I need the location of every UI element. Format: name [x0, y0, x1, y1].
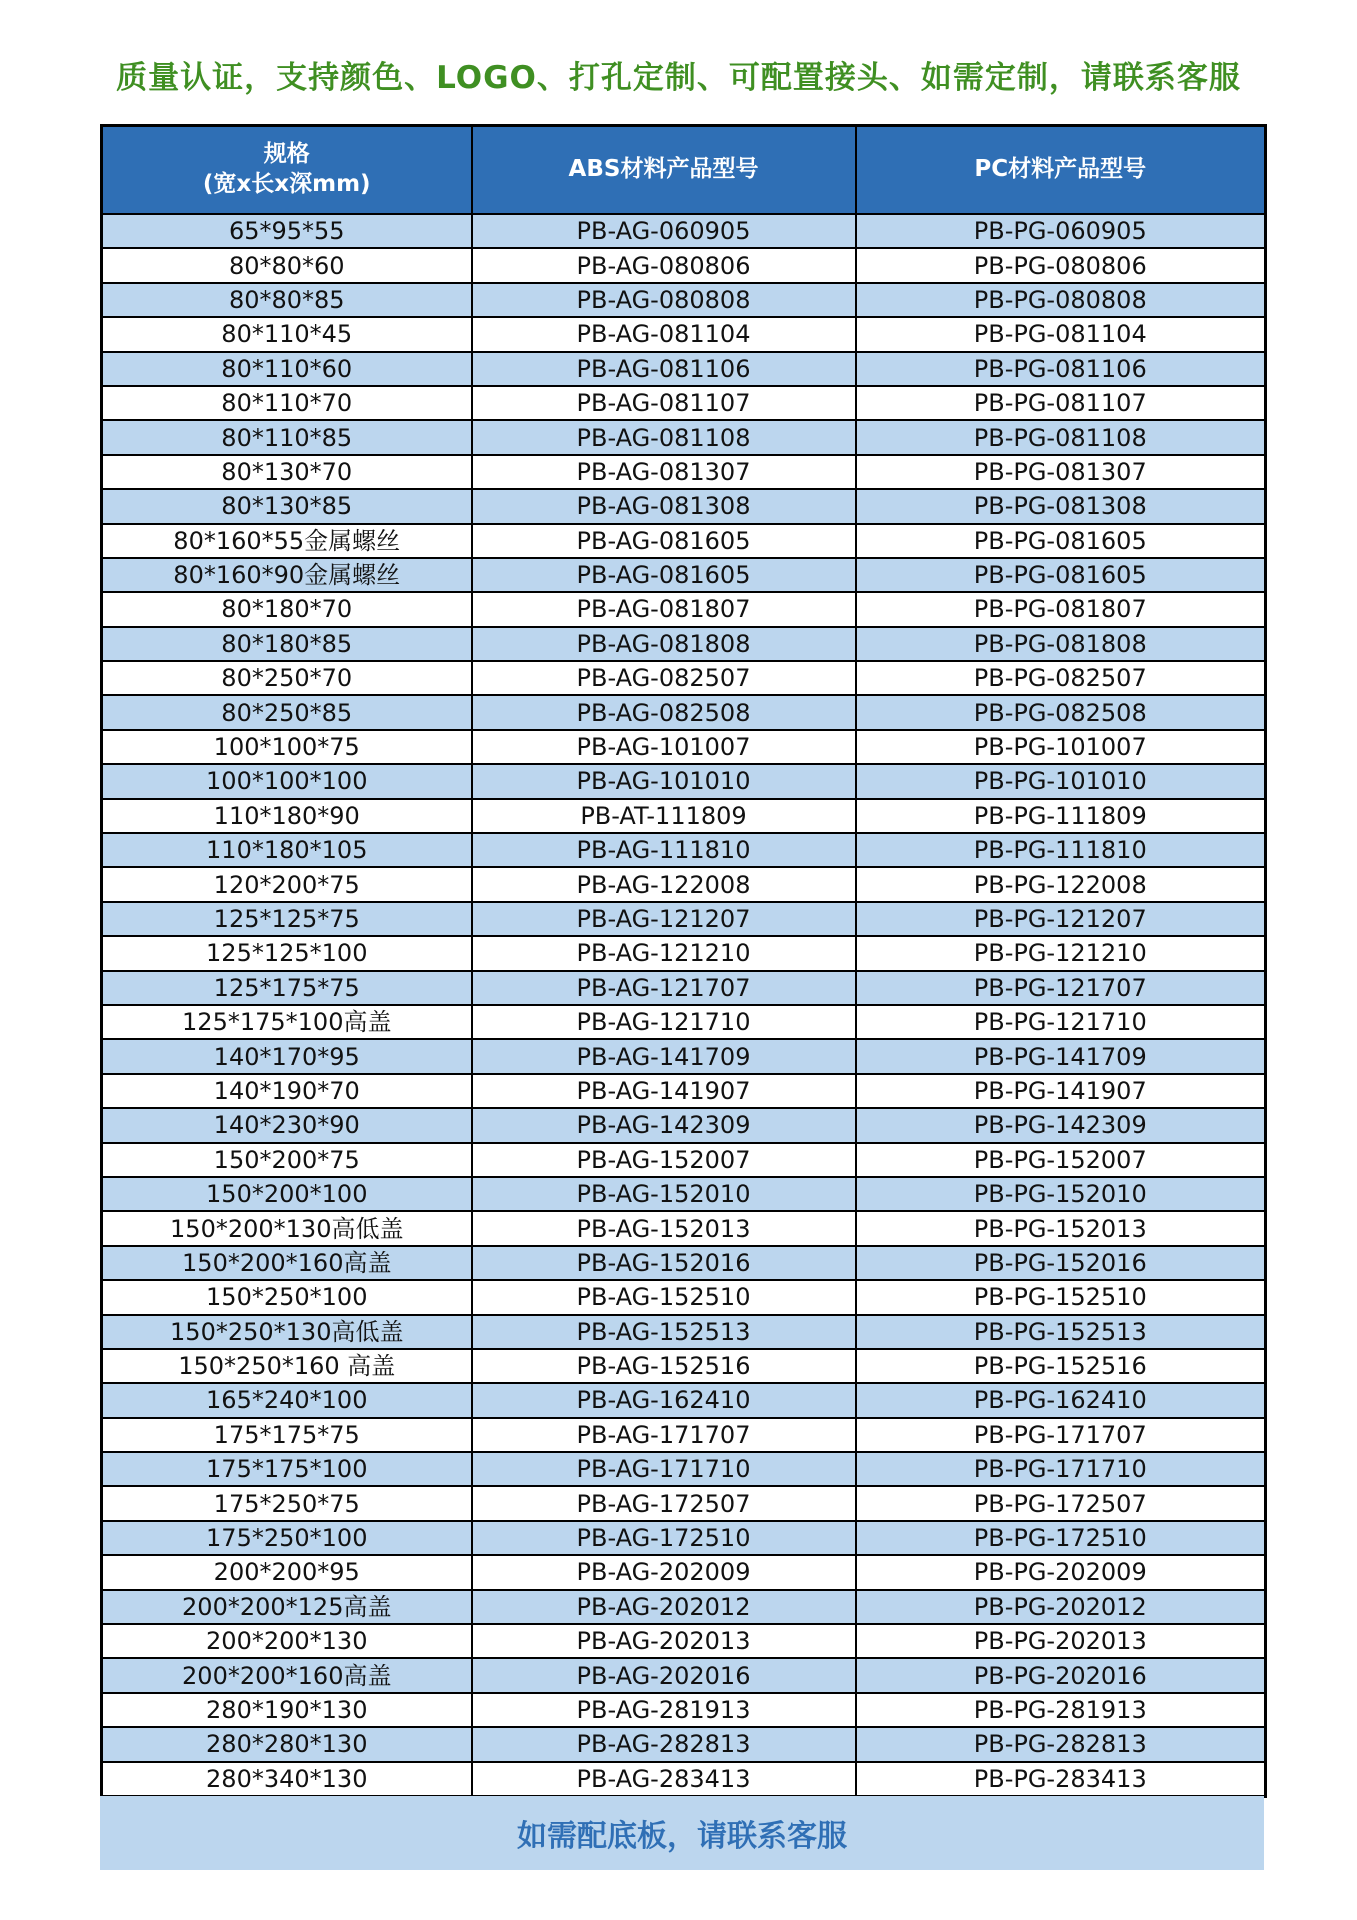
table-row [102, 1039, 1266, 1073]
cell-spec: 140*170*95 [102, 1039, 472, 1073]
cell-spec: 175*175*100 [102, 1452, 472, 1486]
cell-spec: 280*280*130 [102, 1727, 472, 1761]
cell-pc-model: PB-PG-152516 [856, 1349, 1266, 1383]
cell-abs-model: PB-AG-152016 [472, 1246, 856, 1280]
cell-abs-model: PB-AG-172507 [472, 1486, 856, 1520]
cell-spec: 80*110*45 [102, 317, 472, 351]
table-row [102, 1555, 1266, 1589]
table-row [102, 1005, 1266, 1039]
cell-pc-model: PB-PG-111810 [856, 833, 1266, 867]
table-row [102, 524, 1266, 558]
cell-spec: 80*180*85 [102, 627, 472, 661]
cell-pc-model: PB-PG-171710 [856, 1452, 1266, 1486]
header-spec-line1: 规格 [263, 141, 310, 168]
table-row [102, 1521, 1266, 1555]
table-body [102, 214, 1266, 1796]
cell-abs-model: PB-AG-121207 [472, 902, 856, 936]
header-abs: ABS材料产品型号 [472, 126, 856, 215]
cell-abs-model: PB-AG-152516 [472, 1349, 856, 1383]
cell-pc-model: PB-PG-152013 [856, 1211, 1266, 1245]
header-spec [102, 126, 472, 215]
cell-spec: 80*80*85 [102, 283, 472, 317]
table-row [102, 1452, 1266, 1486]
cell-spec: 150*250*130高低盖 [102, 1315, 472, 1349]
cell-abs-model: PB-AG-152013 [472, 1211, 856, 1245]
cell-spec: 150*200*100 [102, 1177, 472, 1211]
table-row [102, 1074, 1266, 1108]
cell-abs-model: PB-AG-202009 [472, 1555, 856, 1589]
cell-abs-model: PB-AG-141907 [472, 1074, 856, 1108]
cell-pc-model: PB-PG-121210 [856, 936, 1266, 970]
cell-abs-model: PB-AG-141709 [472, 1039, 856, 1073]
cell-pc-model: PB-PG-152510 [856, 1280, 1266, 1314]
cell-spec: 175*250*75 [102, 1486, 472, 1520]
cell-pc-model: PB-PG-281913 [856, 1693, 1266, 1727]
cell-spec: 100*100*75 [102, 730, 472, 764]
cell-abs-model: PB-AG-283413 [472, 1762, 856, 1797]
cell-abs-model: PB-AG-101007 [472, 730, 856, 764]
cell-pc-model: PB-PG-172507 [856, 1486, 1266, 1520]
cell-pc-model: PB-PG-172510 [856, 1521, 1266, 1555]
cell-spec: 110*180*105 [102, 833, 472, 867]
cell-pc-model: PB-PG-101010 [856, 764, 1266, 798]
cell-pc-model: PB-PG-122008 [856, 867, 1266, 901]
cell-spec: 80*110*85 [102, 420, 472, 454]
cell-pc-model: PB-PG-081107 [856, 386, 1266, 420]
cell-spec: 100*100*100 [102, 764, 472, 798]
cell-spec: 125*175*75 [102, 971, 472, 1005]
cell-abs-model: PB-AG-202013 [472, 1624, 856, 1658]
cell-pc-model: PB-PG-081808 [856, 627, 1266, 661]
cell-pc-model: PB-PG-081807 [856, 592, 1266, 626]
cell-abs-model: PB-AG-202012 [472, 1590, 856, 1624]
cell-spec: 200*200*125高盖 [102, 1590, 472, 1624]
cell-spec: 80*160*55金属螺丝 [102, 524, 472, 558]
cell-spec: 165*240*100 [102, 1383, 472, 1417]
cell-spec: 150*250*160 高盖 [102, 1349, 472, 1383]
cell-pc-model: PB-PG-141709 [856, 1039, 1266, 1073]
cell-abs-model: PB-AG-171710 [472, 1452, 856, 1486]
cell-pc-model: PB-PG-111809 [856, 799, 1266, 833]
table-row [102, 1727, 1266, 1761]
cell-abs-model: PB-AG-121210 [472, 936, 856, 970]
table-row [102, 558, 1266, 592]
cell-pc-model: PB-PG-101007 [856, 730, 1266, 764]
cell-pc-model: PB-PG-202016 [856, 1658, 1266, 1692]
cell-pc-model: PB-PG-081108 [856, 420, 1266, 454]
cell-abs-model: PB-AG-152010 [472, 1177, 856, 1211]
cell-spec: 150*200*130高低盖 [102, 1211, 472, 1245]
table-row [102, 1280, 1266, 1314]
cell-spec: 125*175*100高盖 [102, 1005, 472, 1039]
cell-spec: 125*125*75 [102, 902, 472, 936]
cell-pc-model: PB-PG-282813 [856, 1727, 1266, 1761]
cell-abs-model: PB-AG-081807 [472, 592, 856, 626]
header-pc: PC材料产品型号 [856, 126, 1266, 215]
cell-spec: 280*190*130 [102, 1693, 472, 1727]
table-row [102, 283, 1266, 317]
cell-pc-model: PB-PG-121707 [856, 971, 1266, 1005]
cell-abs-model: PB-AT-111809 [472, 799, 856, 833]
cell-abs-model: PB-AG-081104 [472, 317, 856, 351]
table-row [102, 730, 1266, 764]
cell-pc-model: PB-PG-162410 [856, 1383, 1266, 1417]
cell-pc-model: PB-PG-152010 [856, 1177, 1266, 1211]
cell-pc-model: PB-PG-080808 [856, 283, 1266, 317]
cell-spec: 175*250*100 [102, 1521, 472, 1555]
cell-spec: 120*200*75 [102, 867, 472, 901]
cell-abs-model: PB-AG-162410 [472, 1383, 856, 1417]
table-row [102, 489, 1266, 523]
cell-pc-model: PB-PG-081104 [856, 317, 1266, 351]
cell-spec: 200*200*160高盖 [102, 1658, 472, 1692]
cell-spec: 140*230*90 [102, 1108, 472, 1142]
table-row [102, 455, 1266, 489]
cell-spec: 110*180*90 [102, 799, 472, 833]
cell-abs-model: PB-AG-171707 [472, 1418, 856, 1452]
cell-abs-model: PB-AG-142309 [472, 1108, 856, 1142]
cell-spec: 280*340*130 [102, 1762, 472, 1797]
cell-abs-model: PB-AG-081307 [472, 455, 856, 489]
cell-pc-model: PB-PG-141907 [856, 1074, 1266, 1108]
cell-pc-model: PB-PG-082508 [856, 695, 1266, 729]
table-header-row [102, 126, 1266, 215]
table-row [102, 1211, 1266, 1245]
cell-abs-model: PB-AG-202016 [472, 1658, 856, 1692]
cell-spec: 80*250*70 [102, 661, 472, 695]
cell-spec: 200*200*95 [102, 1555, 472, 1589]
table-row [102, 867, 1266, 901]
table-row [102, 1246, 1266, 1280]
cell-spec: 125*125*100 [102, 936, 472, 970]
cell-spec: 150*250*100 [102, 1280, 472, 1314]
cell-abs-model: PB-AG-080806 [472, 248, 856, 282]
cell-pc-model: PB-PG-283413 [856, 1762, 1266, 1797]
table-row [102, 799, 1266, 833]
table-row [102, 1624, 1266, 1658]
table-row [102, 1315, 1266, 1349]
cell-abs-model: PB-AG-081808 [472, 627, 856, 661]
table-row [102, 764, 1266, 798]
table-row [102, 1418, 1266, 1452]
table-row [102, 1108, 1266, 1142]
cell-pc-model: PB-PG-152007 [856, 1143, 1266, 1177]
cell-abs-model: PB-AG-121707 [472, 971, 856, 1005]
table-row [102, 592, 1266, 626]
cell-abs-model: PB-AG-152007 [472, 1143, 856, 1177]
cell-spec: 80*250*85 [102, 695, 472, 729]
table-row [102, 833, 1266, 867]
cell-pc-model: PB-PG-152513 [856, 1315, 1266, 1349]
spec-table [100, 124, 1267, 1798]
table-row [102, 1486, 1266, 1520]
table-row [102, 1177, 1266, 1211]
cell-abs-model: PB-AG-081108 [472, 420, 856, 454]
table-row [102, 248, 1266, 282]
cell-abs-model: PB-AG-081605 [472, 524, 856, 558]
cell-abs-model: PB-AG-152510 [472, 1280, 856, 1314]
cell-spec: 150*200*160高盖 [102, 1246, 472, 1280]
table-row [102, 695, 1266, 729]
cell-pc-model: PB-PG-171707 [856, 1418, 1266, 1452]
cell-pc-model: PB-PG-202012 [856, 1590, 1266, 1624]
cell-pc-model: PB-PG-081106 [856, 352, 1266, 386]
cell-pc-model: PB-PG-081307 [856, 455, 1266, 489]
cell-spec: 80*110*70 [102, 386, 472, 420]
cell-pc-model: PB-PG-081308 [856, 489, 1266, 523]
cell-pc-model: PB-PG-202013 [856, 1624, 1266, 1658]
table-row [102, 1658, 1266, 1692]
table-row [102, 627, 1266, 661]
cell-abs-model: PB-AG-281913 [472, 1693, 856, 1727]
cell-abs-model: PB-AG-081605 [472, 558, 856, 592]
table-row [102, 1383, 1266, 1417]
cell-spec: 150*200*75 [102, 1143, 472, 1177]
cell-pc-model: PB-PG-081605 [856, 524, 1266, 558]
cell-spec: 200*200*130 [102, 1624, 472, 1658]
header-spec-line2: (宽x长x深mm) [202, 171, 371, 197]
cell-pc-model: PB-PG-142309 [856, 1108, 1266, 1142]
cell-spec: 140*190*70 [102, 1074, 472, 1108]
cell-pc-model: PB-PG-121207 [856, 902, 1266, 936]
cell-abs-model: PB-AG-082508 [472, 695, 856, 729]
cell-spec: 175*175*75 [102, 1418, 472, 1452]
table-row [102, 1590, 1266, 1624]
table-row [102, 936, 1266, 970]
footer-note: 如需配底板，请联系客服 [100, 1796, 1264, 1870]
cell-spec: 65*95*55 [102, 214, 472, 248]
table-row [102, 1693, 1266, 1727]
cell-spec: 80*110*60 [102, 352, 472, 386]
cell-spec: 80*80*60 [102, 248, 472, 282]
cell-abs-model: PB-AG-081106 [472, 352, 856, 386]
table-row [102, 971, 1266, 1005]
cell-spec: 80*130*70 [102, 455, 472, 489]
cell-spec: 80*160*90金属螺丝 [102, 558, 472, 592]
table-row [102, 420, 1266, 454]
cell-abs-model: PB-AG-080808 [472, 283, 856, 317]
cell-pc-model: PB-PG-080806 [856, 248, 1266, 282]
cell-pc-model: PB-PG-081605 [856, 558, 1266, 592]
cell-pc-model: PB-PG-082507 [856, 661, 1266, 695]
cell-abs-model: PB-AG-172510 [472, 1521, 856, 1555]
cell-abs-model: PB-AG-152513 [472, 1315, 856, 1349]
cell-abs-model: PB-AG-082507 [472, 661, 856, 695]
table-row [102, 214, 1266, 248]
cell-spec: 80*130*85 [102, 489, 472, 523]
cell-abs-model: PB-AG-060905 [472, 214, 856, 248]
cell-pc-model: PB-PG-121710 [856, 1005, 1266, 1039]
table-row [102, 902, 1266, 936]
cell-abs-model: PB-AG-081308 [472, 489, 856, 523]
table-row [102, 1349, 1266, 1383]
table-row [102, 386, 1266, 420]
cell-abs-model: PB-AG-111810 [472, 833, 856, 867]
table-row [102, 661, 1266, 695]
cell-abs-model: PB-AG-122008 [472, 867, 856, 901]
cell-abs-model: PB-AG-121710 [472, 1005, 856, 1039]
cell-spec: 80*180*70 [102, 592, 472, 626]
cell-abs-model: PB-AG-282813 [472, 1727, 856, 1761]
table-row [102, 1143, 1266, 1177]
cell-pc-model: PB-PG-060905 [856, 214, 1266, 248]
cell-abs-model: PB-AG-101010 [472, 764, 856, 798]
table-row [102, 352, 1266, 386]
cell-pc-model: PB-PG-202009 [856, 1555, 1266, 1589]
page-title: 质量认证，支持颜色、LOGO、打孔定制、可配置接头、如需定制，请联系客服 [116, 60, 1241, 96]
table-row [102, 317, 1266, 351]
table-row [102, 1762, 1266, 1797]
cell-pc-model: PB-PG-152016 [856, 1246, 1266, 1280]
cell-abs-model: PB-AG-081107 [472, 386, 856, 420]
